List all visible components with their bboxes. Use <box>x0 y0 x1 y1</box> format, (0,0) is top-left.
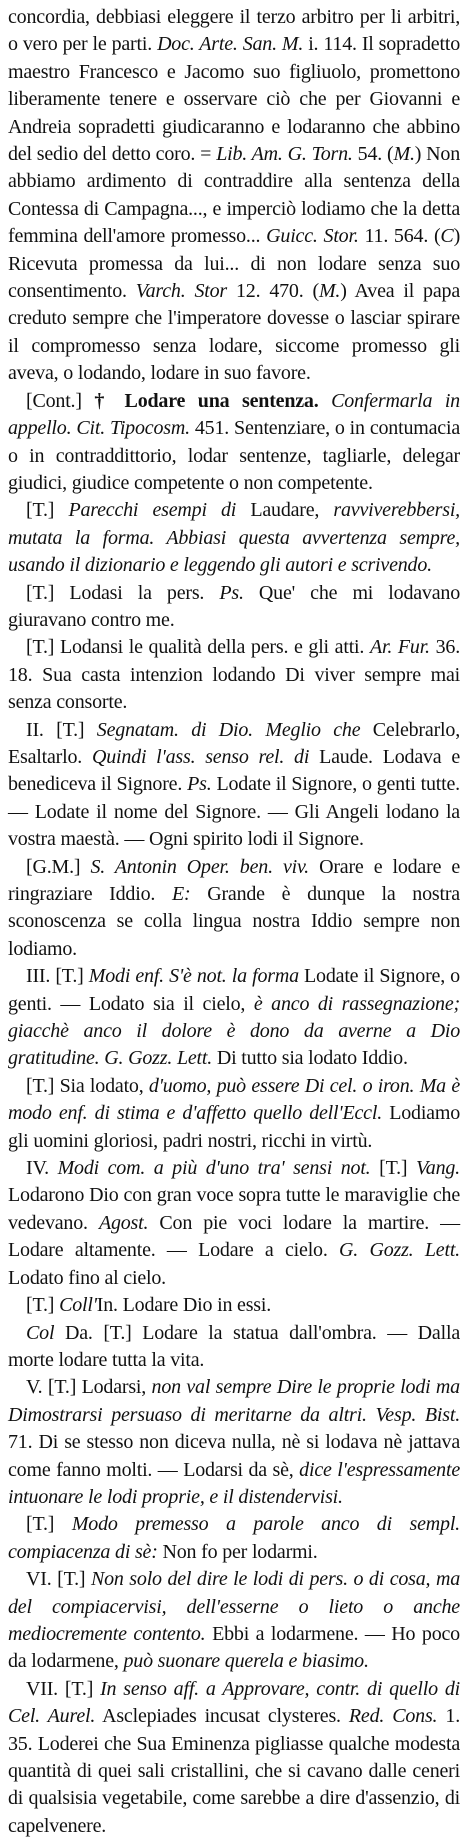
italic-text: Parecchi esempi di <box>68 499 237 522</box>
text-run: [T.] <box>26 1513 72 1536</box>
entry-paragraph <box>8 1292 460 1319</box>
text-run: concordia, debbiasi eleggere il terzo arbitro per li arbitri, o vero per le parti. <box>8 6 460 56</box>
text-run: Lodarono Dio con gran voce sopra tutte le maraviglie che vedevano. <box>8 1184 460 1234</box>
italic-text: è anco di rassegnazione; giacchè anco il dolore è dono da averne a Dio gratitudine. G. Gozz. Lett. <box>8 992 460 1070</box>
italic-text: C <box>440 225 454 248</box>
text-run: 36. 18. Sua casta intenzion lodando Di viver sempre mai senza consorte. <box>8 636 461 714</box>
italic-text: Guicc. Stor. <box>266 225 359 248</box>
text-run: i. 114. Il sopradetto maestro Francesco e Jacomo suo figliuolo, promettono liberamente tenere e osservare ciò che per Giovanni e Andreia sopradetti giudicaranno e lodaranno che abbino del sedio del detto coro. = <box>8 33 460 166</box>
text-run: Celebrarlo, Esaltarlo. <box>8 718 460 768</box>
italic-text: Red. Cons. <box>348 1705 438 1728</box>
italic-text: Quindi l'ass. senso rel. di <box>91 745 310 768</box>
italic-text: Lib. Am. G. Torn. <box>216 143 353 166</box>
entry-paragraph <box>8 4 460 388</box>
text-run: Lodate il Signore, o genti tutte. — Lodate il nome del Signore. — Gli Angeli lodano la vostra maestà. — Ogni spirito lodi il Signore. <box>8 773 460 851</box>
entry-paragraph <box>8 1320 460 1375</box>
text-run: Orare e lodare e ringraziare Iddio. <box>8 855 461 905</box>
text-run: In. Lodare Dio in essi. <box>96 1294 272 1317</box>
italic-text: Modi enf. S'è not. la forma <box>88 965 299 988</box>
italic-text: S. Antonin Oper. ben. viv. <box>90 855 309 878</box>
text-run: Da. [T.] Lodare la statua dall'ombra. — Dalla morte lodare tutta la vita. <box>8 1321 460 1371</box>
text-run: [G.M.] <box>26 855 91 878</box>
italic-text: Vang. <box>415 1157 460 1180</box>
entry-paragraph <box>8 1511 460 1566</box>
text-run: Di tutto sia lodato Iddio. <box>212 1047 408 1070</box>
italic-text: non val sempre Dire le proprie lodi ma Dimostrarsi persuaso di meritarne da altri. Vesp. Bist. <box>8 1376 460 1426</box>
entry-paragraph <box>8 634 460 716</box>
entry-paragraph <box>8 388 460 498</box>
entry-paragraph <box>8 717 460 854</box>
italic-text: Agost. <box>98 1211 149 1234</box>
text-run: 12. 470. ( <box>227 280 319 303</box>
italic-text: In senso aff. a Approvare, contr. di quello di Cel. Aurel. <box>8 1677 460 1728</box>
italic-text: Doc. Arte. San. M. <box>157 33 304 56</box>
entry-paragraph <box>8 580 460 635</box>
text-run: VII. [T.] <box>26 1677 101 1700</box>
text-run: III. [T.] <box>26 965 89 988</box>
bold-headword: † Lodare una sentenza. <box>94 389 319 412</box>
italic-text: Col <box>26 1321 55 1344</box>
text-run: Laudare, <box>236 499 334 522</box>
italic-text: Segnatam. di Dio. Meglio che <box>96 718 361 741</box>
text-run: 54. ( <box>352 143 394 166</box>
italic-text: Ar. Fur. <box>369 636 430 659</box>
text-run: Laude. Lodava e benediceva il Signore. <box>8 745 461 796</box>
italic-text: Coll' <box>59 1294 97 1317</box>
entry-paragraph <box>8 963 460 1073</box>
text-run: 451. Sentenziare, o in contumacia o in contraddittorio, lodar sentenze, tagliarle, delegar giudici, giudice competente o non competente. <box>8 417 460 494</box>
italic-text: Non solo del dire le lodi di pers. o di cosa, ma del compiacervisi, dell'esserne o lieto o anche mediocremente contento. <box>8 1568 460 1645</box>
text-run: Lodiamo gli uomini gloriosi, padri nostri, ricchi in virtù. <box>8 1102 461 1152</box>
italic-text: Modo premesso a parole anco di sempl. compiacenza di sè: <box>8 1513 460 1563</box>
text-run: Non fo per lodarmi. <box>157 1540 318 1563</box>
italic-text: può suonare querela e biasimo. <box>123 1650 369 1673</box>
text-run: Lodato fino al cielo. <box>8 1266 166 1289</box>
entry-paragraph <box>8 1566 460 1676</box>
text-run: ) Non abbiamo ardimento di contraddire alla sentenza della Contessa di Campagna..., e imperciò lodiamo che la detta femmina dell'amore promesso... <box>8 143 461 248</box>
entry-paragraph <box>8 1073 460 1155</box>
italic-text: M. <box>393 143 415 166</box>
entry-paragraph <box>8 854 460 964</box>
text-run: Que' che mi lodavano giuravano contro me. <box>8 581 461 631</box>
text-run: ) Avea il papa creduto sempre che l'imperatore dovesse o lasciar spirare il compromesso senza lodare, siccome promesso gli aveva, o lodando, lodare in suo favore. <box>8 280 460 385</box>
text-run: IV. <box>26 1157 58 1180</box>
entry-paragraph <box>8 497 460 579</box>
text-run: 1. 35. Loderei che Sua Eminenza pigliasse qualche modesta quantità di quei sali cristallini, che si cavano dalle ceneri di qualsisia vegetabile, come sarebbe a dire d'assenzio, di capelvenere. <box>8 1705 461 1837</box>
text-run: VI. [T.] <box>26 1568 91 1591</box>
text-run: Lodate il Signore, o genti. — Lodato sia il cielo, <box>8 965 460 1015</box>
text-run: [Cont.] <box>26 389 95 412</box>
italic-text: Confermarla in appello. Cit. Tipocosm. <box>8 389 460 440</box>
italic-text: d'uomo, può essere Di cel. o iron. Ma è modo enf. di stima e d'affetto quello dell'Eccl. <box>8 1074 460 1125</box>
text-run: Con pie voci lodare la martire. — Lodare altamente. — Lodare a cielo. <box>8 1211 460 1262</box>
italic-text: Ps. <box>187 773 212 796</box>
italic-text: Modi com. a più d'uno tra' sensi not. <box>57 1157 371 1180</box>
text-run: [T.] <box>26 1294 60 1317</box>
text-run: II. [T.] <box>26 718 97 741</box>
text-run: Grande è dunque la nostra sconoscenza se colla lingua nostra Iddio sempre non lodiamo. <box>8 883 460 960</box>
text-run: [T.] Sia lodato, <box>26 1074 149 1097</box>
text-run: [T.] Lodansi le qualità della pers. e gli atti. <box>26 636 370 659</box>
italic-text: M. <box>318 280 341 303</box>
text-run: [T.] Lodasi la pers. <box>26 581 220 604</box>
italic-text: E: <box>171 883 191 905</box>
text-run: [T.] <box>26 499 69 522</box>
text-run: 71. Di se stesso non diceva nulla, nè si lodava nè jattava come fanno molti. — Lodarsi da sè, <box>8 1431 460 1481</box>
text-run: Asclepiades incusat clysteres. <box>95 1705 349 1728</box>
text-run: [T.] <box>370 1157 416 1180</box>
text-run: Ebbi a lodarmene. — Ho poco da lodarmene, <box>8 1622 460 1673</box>
italic-text: ravviverebbersi, mutata la forma. Abbiasi questa avvertenza sempre, usando il dizionario e leggendo gli autori e scrivendo. <box>8 499 460 577</box>
italic-text: dice l'espressamente intuonare le lodi proprie, e il distendervisi. <box>8 1458 460 1508</box>
entry-paragraph <box>8 1374 460 1511</box>
italic-text: Varch. Stor <box>135 280 228 303</box>
italic-text: Ps. <box>219 581 244 604</box>
entry-paragraph <box>8 1155 460 1292</box>
text-run <box>319 390 332 412</box>
text-run: ) Ricevuta promessa da lui... di non lodare senza suo consentimento. <box>8 225 461 303</box>
text-run: V. [T.] Lodarsi, <box>26 1376 152 1399</box>
entry-paragraph <box>8 1676 460 1840</box>
italic-text: G. Gozz. Lett. <box>339 1239 460 1262</box>
text-run: 11. 564. ( <box>358 225 441 248</box>
